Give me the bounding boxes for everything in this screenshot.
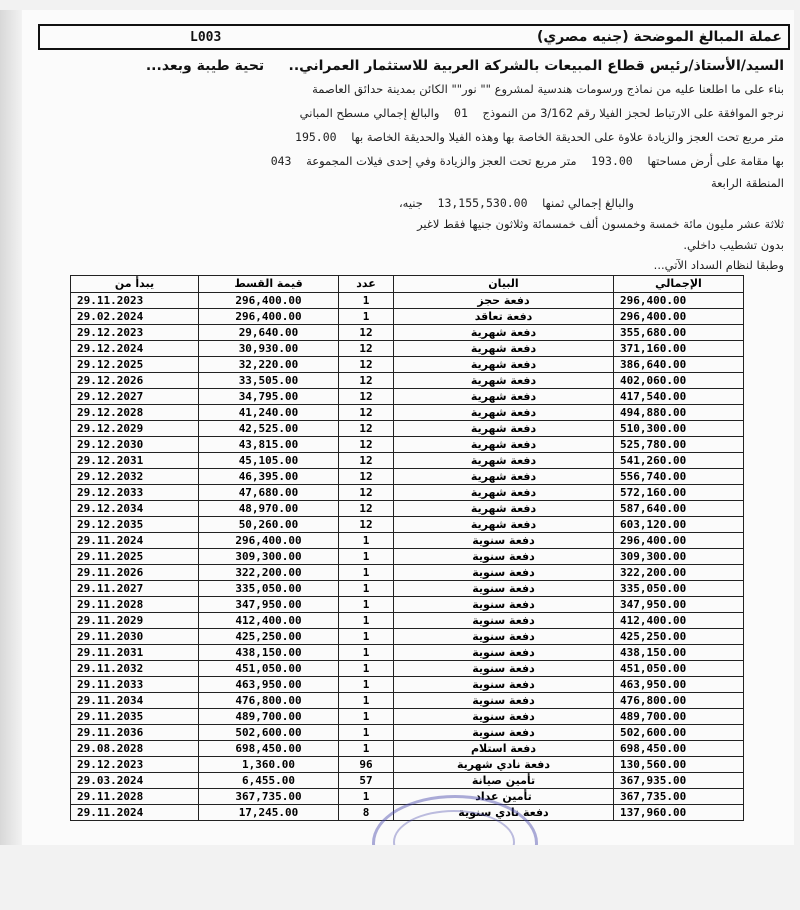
start-date-cell: 29.12.2024 xyxy=(71,341,199,357)
installment-amount-cell: 309,300.00 xyxy=(199,549,339,565)
table-row xyxy=(71,517,744,533)
total-cell: 386,640.00 xyxy=(614,357,744,373)
description-cell: دفعة سنوية xyxy=(394,661,614,677)
count-cell: 1 xyxy=(339,293,394,309)
description-cell: دفعة شهرية xyxy=(394,325,614,341)
company-stamp-inner-ring xyxy=(393,810,515,845)
table-row xyxy=(71,773,744,789)
table-row xyxy=(71,597,744,613)
count-cell: 1 xyxy=(339,741,394,757)
description-cell: دفعة حجز xyxy=(394,293,614,309)
count-cell: 12 xyxy=(339,405,394,421)
document-code: L003 xyxy=(190,30,222,45)
document-page xyxy=(22,10,794,845)
installment-amount-cell: 46,395.00 xyxy=(199,469,339,485)
total-cell: 130,560.00 xyxy=(614,757,744,773)
start-date-cell: 29.11.2027 xyxy=(71,581,199,597)
count-cell: 12 xyxy=(339,469,394,485)
region-line: المنطقة الرابعة xyxy=(710,176,784,190)
line4-mid: متر مربع تحت العجز والزيادة وفي إحدى فيلات المجموعة xyxy=(306,154,577,168)
building-area: 195.00 xyxy=(295,130,337,144)
table-row xyxy=(71,661,744,677)
currency-title: عملة المبالغ الموضحة (جنيه مصري) xyxy=(536,29,782,45)
installment-amount-cell: 30,930.00 xyxy=(199,341,339,357)
description-cell: دفعة سنوية xyxy=(394,613,614,629)
installment-amount-cell: 296,400.00 xyxy=(199,533,339,549)
table-row xyxy=(71,533,744,549)
installment-amount-cell: 322,200.00 xyxy=(199,565,339,581)
start-date-cell: 29.11.2023 xyxy=(71,293,199,309)
count-cell: 12 xyxy=(339,485,394,501)
header-installment-amount: قيمة القسط xyxy=(199,276,339,293)
table-row xyxy=(71,389,744,405)
description-cell: دفعة سنوية xyxy=(394,581,614,597)
count-cell: 1 xyxy=(339,533,394,549)
header-start-date: يبدأ من xyxy=(71,276,199,293)
description-cell: دفعة سنوية xyxy=(394,565,614,581)
description-cell: دفعة سنوية xyxy=(394,725,614,741)
description-cell: دفعة سنوية xyxy=(394,533,614,549)
description-cell: دفعة سنوية xyxy=(394,629,614,645)
start-date-cell: 29.11.2033 xyxy=(71,677,199,693)
description-cell: دفعة شهرية xyxy=(394,373,614,389)
description-cell: تأمين صيانة xyxy=(394,773,614,789)
count-cell: 1 xyxy=(339,789,394,805)
table-row xyxy=(71,469,744,485)
table-row xyxy=(71,405,744,421)
header-count: عدد xyxy=(339,276,394,293)
installment-amount-cell: 438,150.00 xyxy=(199,645,339,661)
total-cell: 494,880.00 xyxy=(614,405,744,421)
start-date-cell: 29.12.2023 xyxy=(71,757,199,773)
installment-amount-cell: 17,245.00 xyxy=(199,805,339,821)
description-cell: دفعة سنوية xyxy=(394,645,614,661)
model-number: 01 xyxy=(454,106,468,120)
addressee-line xyxy=(146,58,784,74)
installment-amount-cell: 48,970.00 xyxy=(199,501,339,517)
total-cell: 367,935.00 xyxy=(614,773,744,789)
start-date-cell: 29.11.2031 xyxy=(71,645,199,661)
total-amount: 13,155,530.00 xyxy=(437,196,528,210)
start-date-cell: 29.12.2026 xyxy=(71,373,199,389)
count-cell: 1 xyxy=(339,661,394,677)
description-cell: دفعة نادي سنوية xyxy=(394,805,614,821)
table-row xyxy=(71,645,744,661)
count-cell: 1 xyxy=(339,565,394,581)
description-cell: دفعة شهرية xyxy=(394,437,614,453)
installment-amount-cell: 47,680.00 xyxy=(199,485,339,501)
total-cell: 572,160.00 xyxy=(614,485,744,501)
count-cell: 1 xyxy=(339,613,394,629)
count-cell: 12 xyxy=(339,437,394,453)
total-cell: 463,950.00 xyxy=(614,677,744,693)
installment-amount-cell: 41,240.00 xyxy=(199,405,339,421)
description-cell: دفعة شهرية xyxy=(394,341,614,357)
table-row xyxy=(71,613,744,629)
total-cell: 476,800.00 xyxy=(614,693,744,709)
count-cell: 12 xyxy=(339,517,394,533)
installment-amount-cell: 463,950.00 xyxy=(199,677,339,693)
total-cell: 296,400.00 xyxy=(614,309,744,325)
line2-suffix: والبالغ إجمالي مسطح المباني xyxy=(299,106,440,120)
table-row xyxy=(71,485,744,501)
total-cell: 367,735.00 xyxy=(614,789,744,805)
finishing-note: بدون تشطيب داخلي. xyxy=(683,238,784,252)
start-date-cell: 29.11.2035 xyxy=(71,709,199,725)
installment-amount-cell: 451,050.00 xyxy=(199,661,339,677)
payment-system-note: وطبقا لنظام السداد الآتي... xyxy=(653,258,784,272)
body-line-4 xyxy=(271,154,784,168)
start-date-cell: 29.11.2024 xyxy=(71,805,199,821)
table-row xyxy=(71,293,744,309)
count-cell: 1 xyxy=(339,309,394,325)
table-header-row xyxy=(71,276,744,293)
count-cell: 1 xyxy=(339,549,394,565)
installment-amount-cell: 425,250.00 xyxy=(199,629,339,645)
total-price-line xyxy=(399,196,634,210)
greeting: تحية طيبة وبعد... xyxy=(145,58,265,74)
installment-amount-cell: 29,640.00 xyxy=(199,325,339,341)
start-date-cell: 29.12.2032 xyxy=(71,469,199,485)
description-cell: دفعة سنوية xyxy=(394,693,614,709)
start-date-cell: 29.02.2024 xyxy=(71,309,199,325)
start-date-cell: 29.12.2034 xyxy=(71,501,199,517)
installment-amount-cell: 1,360.00 xyxy=(199,757,339,773)
start-date-cell: 29.12.2027 xyxy=(71,389,199,405)
count-cell: 12 xyxy=(339,357,394,373)
installment-amount-cell: 32,220.00 xyxy=(199,357,339,373)
installment-amount-cell: 296,400.00 xyxy=(199,293,339,309)
description-cell: دفعة نادي شهرية xyxy=(394,757,614,773)
installment-amount-cell: 33,505.00 xyxy=(199,373,339,389)
start-date-cell: 29.11.2034 xyxy=(71,693,199,709)
total-in-words: ثلاثة عشر مليون مائة خمسة وخمسون ألف خمسمائة وثلاثون جنيها فقط لاغير xyxy=(417,217,784,231)
installment-amount-cell: 502,600.00 xyxy=(199,725,339,741)
count-cell: 1 xyxy=(339,677,394,693)
table-row xyxy=(71,629,744,645)
count-cell: 1 xyxy=(339,581,394,597)
header-description: البيان xyxy=(394,276,614,293)
description-cell: دفعة استلام xyxy=(394,741,614,757)
description-cell: دفعة شهرية xyxy=(394,517,614,533)
start-date-cell: 29.12.2029 xyxy=(71,421,199,437)
total-cell: 322,200.00 xyxy=(614,565,744,581)
installment-amount-cell: 367,735.00 xyxy=(199,789,339,805)
description-cell: دفعة سنوية xyxy=(394,597,614,613)
table-row xyxy=(71,453,744,469)
count-cell: 12 xyxy=(339,501,394,517)
table-row xyxy=(71,581,744,597)
line4-prefix: بها مقامة على أرض مساحتها xyxy=(647,154,784,168)
table-row xyxy=(71,693,744,709)
total-cell: 556,740.00 xyxy=(614,469,744,485)
total-cell: 335,050.00 xyxy=(614,581,744,597)
description-cell: تأمين عداد xyxy=(394,789,614,805)
description-cell: دفعة شهرية xyxy=(394,485,614,501)
table-row xyxy=(71,565,744,581)
line2-prefix: نرجو الموافقة على الارتباط لحجز الفيلا رقم 3/162 من النموذج xyxy=(482,106,784,120)
total-cell: 525,780.00 xyxy=(614,437,744,453)
count-cell: 1 xyxy=(339,725,394,741)
table-row xyxy=(71,309,744,325)
installment-amount-cell: 347,950.00 xyxy=(199,597,339,613)
start-date-cell: 29.11.2029 xyxy=(71,613,199,629)
installment-amount-cell: 6,455.00 xyxy=(199,773,339,789)
start-date-cell: 29.03.2024 xyxy=(71,773,199,789)
total-cell: 603,120.00 xyxy=(614,517,744,533)
description-cell: دفعة شهرية xyxy=(394,389,614,405)
start-date-cell: 29.12.2030 xyxy=(71,437,199,453)
total-cell: 296,400.00 xyxy=(614,293,744,309)
installment-amount-cell: 476,800.00 xyxy=(199,693,339,709)
total-cell: 371,160.00 xyxy=(614,341,744,357)
total-cell: 296,400.00 xyxy=(614,533,744,549)
start-date-cell: 29.11.2026 xyxy=(71,565,199,581)
start-date-cell: 29.12.2025 xyxy=(71,357,199,373)
installment-amount-cell: 698,450.00 xyxy=(199,741,339,757)
body-line-1: بناء على ما اطلعنا عليه من نماذج ورسومات هندسية لمشروع "" نور"" الكائن بمدينة حدائق العاصمة xyxy=(312,82,784,96)
table-row xyxy=(71,741,744,757)
start-date-cell: 29.11.2028 xyxy=(71,597,199,613)
count-cell: 1 xyxy=(339,693,394,709)
installment-amount-cell: 45,105.00 xyxy=(199,453,339,469)
start-date-cell: 29.11.2028 xyxy=(71,789,199,805)
start-date-cell: 29.12.2035 xyxy=(71,517,199,533)
total-cell: 502,600.00 xyxy=(614,725,744,741)
total-cell: 438,150.00 xyxy=(614,645,744,661)
installment-amount-cell: 412,400.00 xyxy=(199,613,339,629)
total-cell: 541,260.00 xyxy=(614,453,744,469)
description-cell: دفعة شهرية xyxy=(394,357,614,373)
installment-amount-cell: 42,525.00 xyxy=(199,421,339,437)
count-cell: 1 xyxy=(339,597,394,613)
table-row xyxy=(71,357,744,373)
count-cell: 8 xyxy=(339,805,394,821)
table-row xyxy=(71,709,744,725)
count-cell: 12 xyxy=(339,341,394,357)
land-area: 193.00 xyxy=(591,154,633,168)
description-cell: دفعة شهرية xyxy=(394,453,614,469)
description-cell: دفعة تعاقد xyxy=(394,309,614,325)
body-line-2 xyxy=(300,106,784,120)
count-cell: 12 xyxy=(339,389,394,405)
count-cell: 1 xyxy=(339,709,394,725)
total-cell: 417,540.00 xyxy=(614,389,744,405)
description-cell: دفعة شهرية xyxy=(394,421,614,437)
payment-schedule-table xyxy=(70,275,744,821)
table-row xyxy=(71,341,744,357)
total-cell: 309,300.00 xyxy=(614,549,744,565)
count-cell: 12 xyxy=(339,325,394,341)
total-cell: 451,050.00 xyxy=(614,661,744,677)
installment-amount-cell: 335,050.00 xyxy=(199,581,339,597)
description-cell: دفعة شهرية xyxy=(394,405,614,421)
start-date-cell: 29.12.2031 xyxy=(71,453,199,469)
table-row xyxy=(71,677,744,693)
table-row xyxy=(71,757,744,773)
table-row xyxy=(71,789,744,805)
start-date-cell: 29.11.2024 xyxy=(71,533,199,549)
installment-amount-cell: 34,795.00 xyxy=(199,389,339,405)
page-edge xyxy=(0,10,22,845)
total-cell: 137,960.00 xyxy=(614,805,744,821)
start-date-cell: 29.11.2030 xyxy=(71,629,199,645)
count-cell: 96 xyxy=(339,757,394,773)
line3-text: متر مربع تحت العجز والزيادة علاوة على الحديقة الخاصة بها وهذه الفيلا والحديقة الخاصة بها xyxy=(351,130,784,144)
installment-amount-cell: 50,260.00 xyxy=(199,517,339,533)
start-date-cell: 29.11.2032 xyxy=(71,661,199,677)
currency-header xyxy=(38,24,790,50)
body-line-3 xyxy=(295,130,784,144)
table-row xyxy=(71,549,744,565)
table-row xyxy=(71,725,744,741)
table-row xyxy=(71,421,744,437)
start-date-cell: 29.08.2028 xyxy=(71,741,199,757)
start-date-cell: 29.11.2036 xyxy=(71,725,199,741)
start-date-cell: 29.12.2033 xyxy=(71,485,199,501)
total-cell: 425,250.00 xyxy=(614,629,744,645)
table-row xyxy=(71,325,744,341)
total-suffix: جنيه، xyxy=(398,196,423,210)
description-cell: دفعة شهرية xyxy=(394,501,614,517)
count-cell: 57 xyxy=(339,773,394,789)
installment-amount-cell: 296,400.00 xyxy=(199,309,339,325)
group-number: 043 xyxy=(270,154,292,168)
description-cell: دفعة سنوية xyxy=(394,549,614,565)
start-date-cell: 29.12.2023 xyxy=(71,325,199,341)
total-cell: 698,450.00 xyxy=(614,741,744,757)
count-cell: 1 xyxy=(339,629,394,645)
addressee: السيد/الأستاذ/رئيس قطاع المبيعات بالشركة العربية للاستثمار العمراني.. xyxy=(288,58,784,74)
table-row xyxy=(71,373,744,389)
count-cell: 1 xyxy=(339,645,394,661)
total-cell: 587,640.00 xyxy=(614,501,744,517)
total-cell: 355,680.00 xyxy=(614,325,744,341)
description-cell: دفعة سنوية xyxy=(394,677,614,693)
total-cell: 402,060.00 xyxy=(614,373,744,389)
description-cell: دفعة سنوية xyxy=(394,709,614,725)
installment-amount-cell: 43,815.00 xyxy=(199,437,339,453)
total-cell: 347,950.00 xyxy=(614,597,744,613)
total-cell: 489,700.00 xyxy=(614,709,744,725)
start-date-cell: 29.11.2025 xyxy=(71,549,199,565)
total-cell: 510,300.00 xyxy=(614,421,744,437)
start-date-cell: 29.12.2028 xyxy=(71,405,199,421)
header-total: الإجمالي xyxy=(614,276,744,293)
count-cell: 12 xyxy=(339,373,394,389)
total-cell: 412,400.00 xyxy=(614,613,744,629)
count-cell: 12 xyxy=(339,421,394,437)
table-row xyxy=(71,437,744,453)
description-cell: دفعة شهرية xyxy=(394,469,614,485)
table-row xyxy=(71,501,744,517)
count-cell: 12 xyxy=(339,453,394,469)
total-prefix: والبالغ إجمالي ثمنها xyxy=(542,196,634,210)
installment-amount-cell: 489,700.00 xyxy=(199,709,339,725)
